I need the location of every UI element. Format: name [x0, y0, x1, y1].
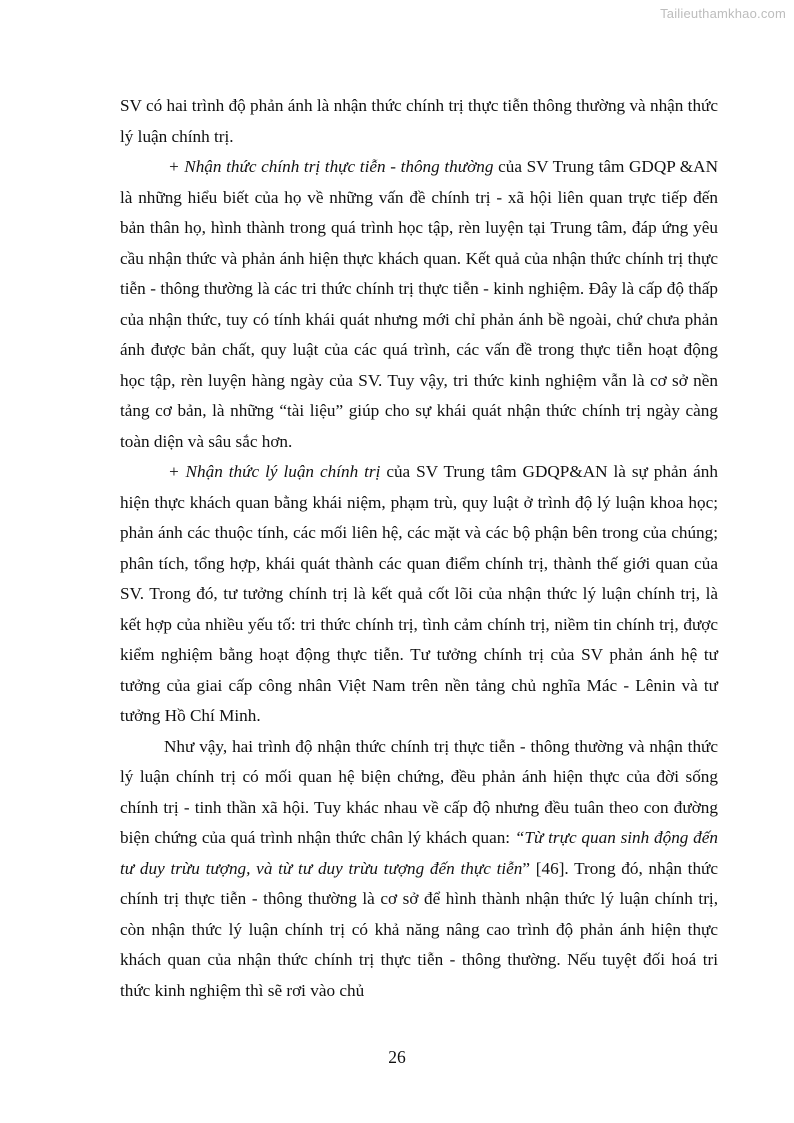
watermark-text: Tailieuthamkhao.com — [660, 6, 786, 21]
conclusion-quote: “Từ trực quan sinh động đến tư duy trừu tượng, và từ tư duy trừu tượng đến thực tiễn — [120, 828, 718, 878]
page-number: 26 — [388, 1047, 406, 1067]
conclusion-quote-close: ” — [522, 858, 531, 878]
page-body — [120, 91, 718, 1006]
conclusion-text-after-quote: [46]. Trong đó, nhận thức chính trị thực tiễn - thông thường là cơ sở để hình thành nhận thức lý luận chính trị, còn nhận thức lý luận chính trị có khả năng nâng cao trình độ phản ánh hiện thực khách quan của nhận thức chính trị thực tiễn - thông thường. Nếu tuyệt đối hoá tri thức kinh nghiệm thì sẽ rơi vào chủ — [120, 858, 718, 1000]
conclusion-text-before-quote: Như vậy, hai trình độ nhận thức chính trị thực tiễn - thông thường và nhận thức lý luận chính trị có mối quan hệ biện chứng, đều phản ánh hiện thực của đời sống chính trị - tinh thần xã hội. Tuy khác nhau về cấp độ nhưng đều tuân theo con đường biện chứng của quá trình nhận thức chân lý khách quan: — [120, 736, 718, 847]
paragraph-practical-awareness — [120, 152, 718, 457]
paragraph-theoretical-awareness — [120, 457, 718, 732]
theoretical-awareness-heading: + Nhận thức lý luận chính trị — [168, 462, 381, 481]
practical-awareness-heading: + Nhận thức chính trị thực tiễn - thông thường — [168, 157, 494, 176]
paragraph-intro: SV có hai trình độ phản ánh là nhận thức chính trị thực tiễn thông thường và nhận thức lý luận chính trị. — [120, 96, 718, 146]
theoretical-awareness-body: của SV Trung tâm GDQP&AN là sự phản ánh hiện thực khách quan bằng khái niệm, phạm trù, quy luật ở trình độ lý luận khoa học; phản ánh các thuộc tính, các mối liên hệ, các mặt và các bộ phận bên trong của chúng; phân tích, tổng hợp, khái quát thành các quan điểm chính trị, thành thế giới quan của SV. Trong đó, tư tưởng chính trị là kết quả cốt lõi của nhận thức lý luận chính trị, là kết hợp của nhiều yếu tố: tri thức chính trị, tình cảm chính trị, niềm tin chính trị, được kiểm nghiệm bằng hoạt động thực tiễn. Tư tưởng chính trị của SV phản ánh hệ tư tưởng của giai cấp công nhân Việt Nam trên nền tảng chủ nghĩa Mác - Lênin và tư tưởng Hồ Chí Minh. — [120, 462, 718, 725]
practical-awareness-body: của SV Trung tâm GDQP &AN là những hiểu biết của họ về những vấn đề chính trị - xã hội liên quan trực tiếp đến bản thân họ, hình thành trong quá trình học tập, rèn luyện tại Trung tâm, đáp ứng yêu cầu nhận thức và phản ánh hiện thực khách quan. Kết quả của nhận thức chính trị thực tiễn - thông thường là các tri thức chính trị thực tiễn - kinh nghiệm. Đây là cấp độ thấp của nhận thức, tuy có tính khái quát nhưng mới chỉ phản ánh bề ngoài, chứ chưa phản ánh được bản chất, quy luật của các quá trình, các vấn đề trong thực tiễn hoạt động học tập, rèn luyện hàng ngày của SV. Tuy vậy, tri thức kinh nghiệm vẫn là cơ sở nền tảng cơ bản, là những “tài liệu” giúp cho sự khái quát nhận thức chính trị ngày càng toàn diện và sâu sắc hơn. — [120, 157, 718, 451]
paragraph-conclusion — [120, 732, 718, 1007]
